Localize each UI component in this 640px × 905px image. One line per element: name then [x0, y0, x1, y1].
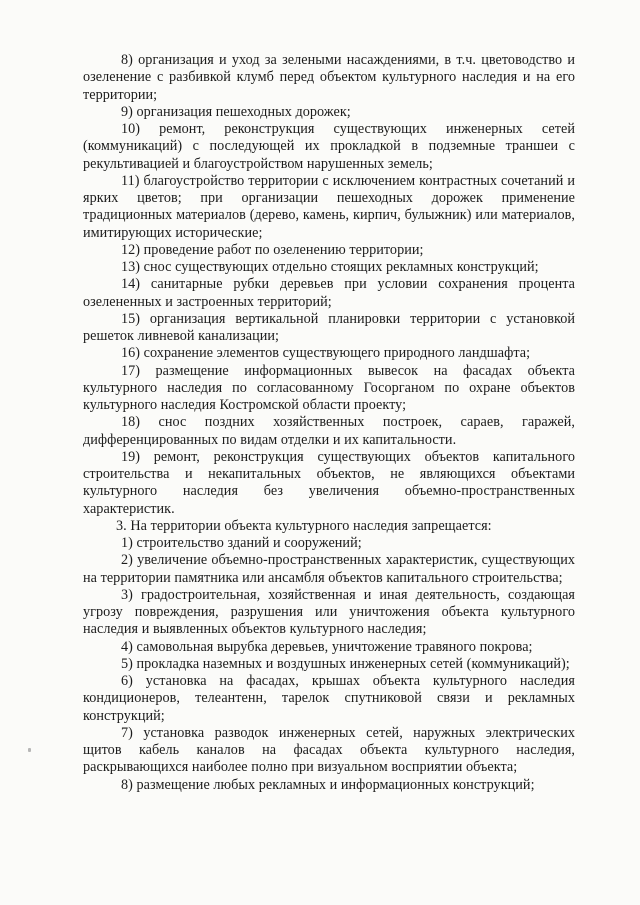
paragraph-item-17: 17) размещение информационных вывесок на фасадах объекта культурного наследия по согласованному Госорганом по охране объектов культурного наследия Костромской области проекту;	[83, 362, 575, 413]
prohibited-item-5: 5) прокладка наземных и воздушных инженерных сетей (коммуникаций);	[121, 655, 570, 672]
prohibited-item-1: 1) строительство зданий и сооружений;	[121, 535, 362, 551]
prohibited-item-8: 8) размещение любых рекламных и информационных конструкций;	[121, 776, 535, 793]
paragraph-item-9: 9) организация пешеходных дорожек;	[121, 103, 351, 120]
paragraph-item-19: 19) ремонт, реконструкция существующих объектов капитального строительства и некапитальных объектов, не являющихся объектами культурного наследия без увеличения объемно-пространственных характеристик.	[83, 448, 575, 517]
section-heading-prohibited: 3. На территории объекта культурного наследия запрещается:	[116, 517, 492, 534]
prohibited-item-2: 2) увеличение объемно-пространственных характеристик, существующих на территории памятника или ансамбля объектов капитального строительства;	[83, 552, 575, 586]
prohibited-item-7: 7) установка разводок инженерных сетей, наружных электрических щитов кабель каналов на фасадах объекта культурного наследия, раскрывающихся наиболее полно при визуальном восприятии объекта;	[83, 724, 575, 776]
paragraph-item-16: 16) сохранение элементов существующего природного ландшафта;	[121, 345, 531, 362]
scan-artifact	[28, 748, 31, 752]
paragraph-item-8: 8) организация и уход за зелеными насаждениями, в т.ч. цветоводство и озеленение с разбивкой клумб перед объектом культурного наследия и на его территории;	[83, 52, 575, 103]
prohibited-item-4: 4) самовольная вырубка деревьев, уничтожение травяного покрова;	[121, 638, 533, 655]
paragraph-item-15: 15) организация вертикальной планировки территории с установкой решеток ливневой канализации;	[83, 310, 575, 344]
prohibited-item-6: 6) установка на фасадах, крышах объекта культурного наследия кондиционеров, телеантенн, тарелок спутниковой связи и рекламных конструкций;	[83, 673, 575, 724]
paragraph-item-12: 12) проведение работ по озеленению территории;	[121, 241, 424, 258]
paragraph-item-11: 11) благоустройство территории с исключением контрастных сочетаний и ярких цветов; при организации пешеходных дорожек применение традиционных материалов (дерево, камень, кирпич, булыжник) или материалов, имитирующих исторические;	[83, 172, 575, 241]
prohibited-item-3: 3) градостроительная, хозяйственная и иная деятельность, создающая угрозу повреждения, разрушения или уничтожения объекта культурного наследия и выявленных объектов культурного наследия;	[83, 586, 575, 638]
paragraph-item-18: 18) снос поздних хозяйственных построек, сараев, гаражей, дифференцированных по видам отделки и их капитальности.	[83, 414, 575, 448]
paragraph-item-13: 13) снос существующих отдельно стоящих рекламных конструкций;	[121, 259, 539, 275]
paragraph-item-10: 10) ремонт, реконструкция существующих инженерных сетей (коммуникаций) с последующей их прокладкой в подземные траншеи с рекультивацией и благоустройством нарушенных земель;	[83, 121, 575, 172]
paragraph-item-14: 14) санитарные рубки деревьев при условии сохранения процента озелененных и застроенных территорий;	[83, 276, 575, 310]
document-body	[83, 52, 575, 794]
